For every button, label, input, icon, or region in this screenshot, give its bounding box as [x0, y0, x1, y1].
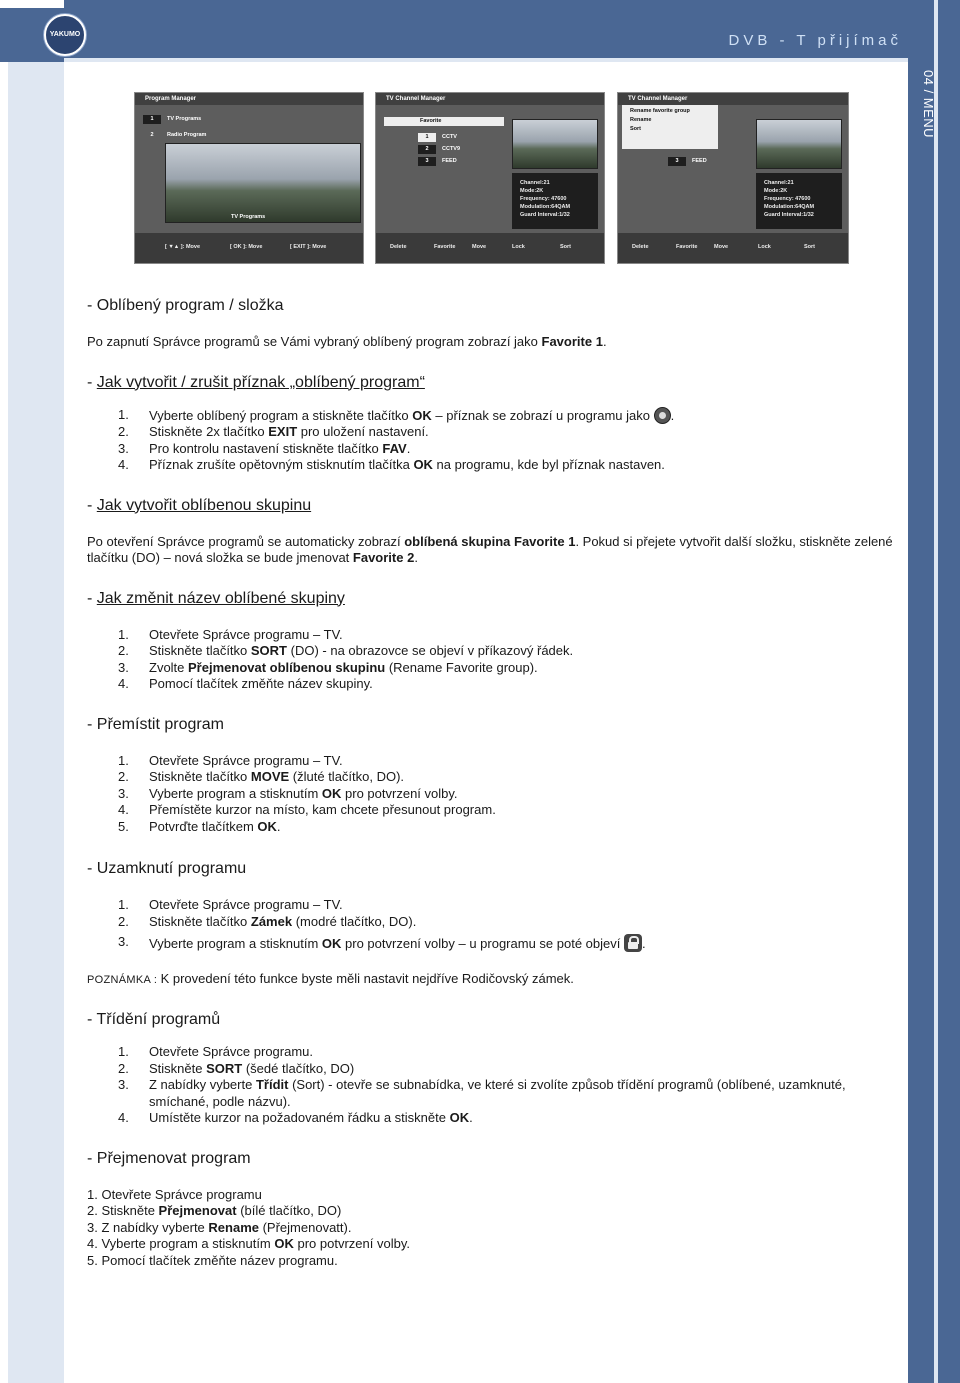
screenshot-program-manager — [134, 92, 364, 264]
screen-title: TV Channel Manager — [618, 93, 848, 105]
list-item: 2 Radio Program — [150, 132, 207, 138]
list-item: 1. Otevřete Správce programu — [87, 1186, 262, 1202]
paragraph: Po zapnutí Správce programů se Vámi vybraný oblíbený program zobrazí jako Favorite 1. — [87, 334, 607, 349]
list-item: 1. Otevřete Správce programu – TV. — [118, 897, 343, 912]
screenshot-tv-channel-manager — [375, 92, 605, 264]
screen-footer: Delete Favorite Move Lock Sort — [618, 233, 848, 263]
list-item: 2. Stiskněte Přejmenovat (bílé tlačítko, DO) — [87, 1203, 342, 1218]
steps-list — [87, 897, 899, 953]
favorite-icon — [654, 407, 671, 424]
lock-icon — [624, 934, 642, 952]
preview-image — [512, 119, 598, 169]
list-item: 2. Stiskněte SORT (šedé tlačítko, DO) — [118, 1060, 355, 1076]
header-title: DVB - T přijímač — [728, 32, 902, 49]
steps-list — [87, 1187, 899, 1270]
screen-title: Program Manager — [135, 93, 363, 105]
list-item: 3. Pro kontrolu nastavení stiskněte tlačítko FAV. — [118, 440, 411, 456]
list-item: 3. Vyberte program a stisknutím OK pro potvrzení volby – u programu se poté objeví . — [118, 934, 646, 951]
note: POZNÁMKA : K provedení této funkce byste měli nastavit nejdříve Rodičovský zámek. — [87, 970, 574, 986]
channel-info-box: Channel:21 Mode:2K Frequency: 47600 Modulation:64QAM Guard Interval:1/32 — [512, 173, 598, 229]
list-item: 5. Potvrďte tlačítkem OK. — [118, 818, 281, 834]
steps-list — [87, 1044, 899, 1127]
channel-row: 3 FEED — [668, 157, 707, 166]
section-heading: - Jak vytvořit / zrušit příznak „oblíbený program“ — [87, 373, 425, 391]
screen-footer: [ ▼▲ ]: Move [ OK ]: Move [ EXIT ]: Move — [135, 233, 363, 263]
screen-caption: TV Programs — [231, 214, 266, 220]
list-item: 5. Pomocí tlačítek změňte název programu. — [87, 1252, 338, 1268]
list-item: 3. Zvolte Přejmenovat oblíbenou skupinu (Rename Favorite group). — [118, 659, 538, 675]
sort-submenu: Rename favorite group Rename Sort — [622, 105, 718, 149]
steps-list — [87, 627, 899, 693]
paragraph: Po otevření Správce programů se automaticky zobrazí oblíbená skupina Favorite 1. Pokud si přejete vytvořit další složku, stiskněte zelené tlačítku (DO) – nová složka se bude jmenovat Favorite 2. — [87, 533, 893, 565]
list-item: 4. Přemístěte kurzor na místo, kam chcete přesunout program. — [118, 802, 496, 817]
list-item: 2. Stiskněte tlačítko Zámek (modré tlačítko, DO). — [118, 913, 417, 929]
list-item: 1. Otevřete Správce programu. — [118, 1044, 314, 1059]
steps-list — [87, 753, 899, 836]
channel-row: 3 FEED — [418, 157, 457, 166]
channel-row: 1 CCTV — [418, 133, 457, 142]
preview-image — [165, 143, 361, 223]
section-heading: - Jak změnit název oblíbené skupiny — [87, 589, 345, 607]
list-item: 4. Umístěte kurzor na požadovaném řádku a stiskněte OK. — [118, 1110, 473, 1125]
channel-row: 2 CCTV9 — [418, 145, 460, 154]
section-heading: - Přejmenovat program — [87, 1149, 251, 1167]
list-item: 1 TV Programs — [143, 115, 201, 124]
list-item: 1. Vyberte oblíbený program a stiskněte tlačítko OK – příznak se zobrazí u programu jako . — [118, 406, 675, 423]
section-heading: - Třídění programů — [87, 1011, 221, 1028]
screenshot-tv-channel-manager-sort — [617, 92, 849, 264]
right-frame-bar — [908, 0, 960, 1383]
list-item: 2. Stiskněte 2x tlačítko EXIT pro uložení nastavení. — [118, 424, 429, 439]
screen-title: TV Channel Manager — [376, 93, 604, 105]
yakumo-logo: YAKUMO — [44, 14, 86, 56]
section-heading: - Přemístit program — [87, 715, 224, 733]
section-heading: - Oblíbený program / složka — [87, 297, 284, 314]
list-item: 4. Příznak zrušíte opětovným stisknutím tlačítka OK na programu, kde byl příznak nastaven. — [118, 457, 665, 472]
section-heading: - Jak vytvořit oblíbenou skupinu — [87, 496, 312, 514]
section-heading: - Uzamknutí programu — [87, 860, 247, 877]
list-item: 1. Otevřete Správce programu – TV. — [118, 626, 343, 642]
header-bar — [0, 0, 960, 62]
list-item: 3. Vyberte program a stisknutím OK pro potvrzení volby. — [118, 785, 458, 801]
channel-info-box: Channel:21 Mode:2K Frequency: 47600 Modulation:64QAM Guard Interval:1/32 — [756, 173, 842, 229]
list-item: 3. Z nabídky vyberte Třídit (Sort) - otevře se subnabídka, ve které si zvolíte způsob třídění programů (oblíbené, uzamknuté, smíchané, podle názvu). — [118, 1077, 846, 1109]
list-item: 1. Otevřete Správce programu – TV. — [118, 752, 343, 768]
list-item: 2. Stiskněte tlačítko SORT (DO) - na obrazovce se objeví v příkazový řádek. — [118, 643, 574, 658]
left-frame-bar — [0, 0, 64, 1383]
screen-footer: Delete Favorite Move Lock Sort — [376, 233, 604, 263]
list-item: 3. Z nabídky vyberte Rename (Přejmenovatt). — [87, 1219, 352, 1235]
side-section-label: 04 / MENU — [921, 70, 936, 139]
list-item: 2. Stiskněte tlačítko MOVE (žluté tlačítko, DO). — [118, 769, 405, 784]
preview-image — [756, 119, 842, 169]
steps-list — [87, 407, 899, 474]
manual-content — [87, 296, 899, 1269]
list-item: 4. Pomocí tlačítek změňte název skupiny. — [118, 676, 373, 691]
favorite-row: Favorite — [384, 117, 504, 126]
list-item: 4. Vyberte program a stisknutím OK pro potvrzení volby. — [87, 1236, 410, 1251]
